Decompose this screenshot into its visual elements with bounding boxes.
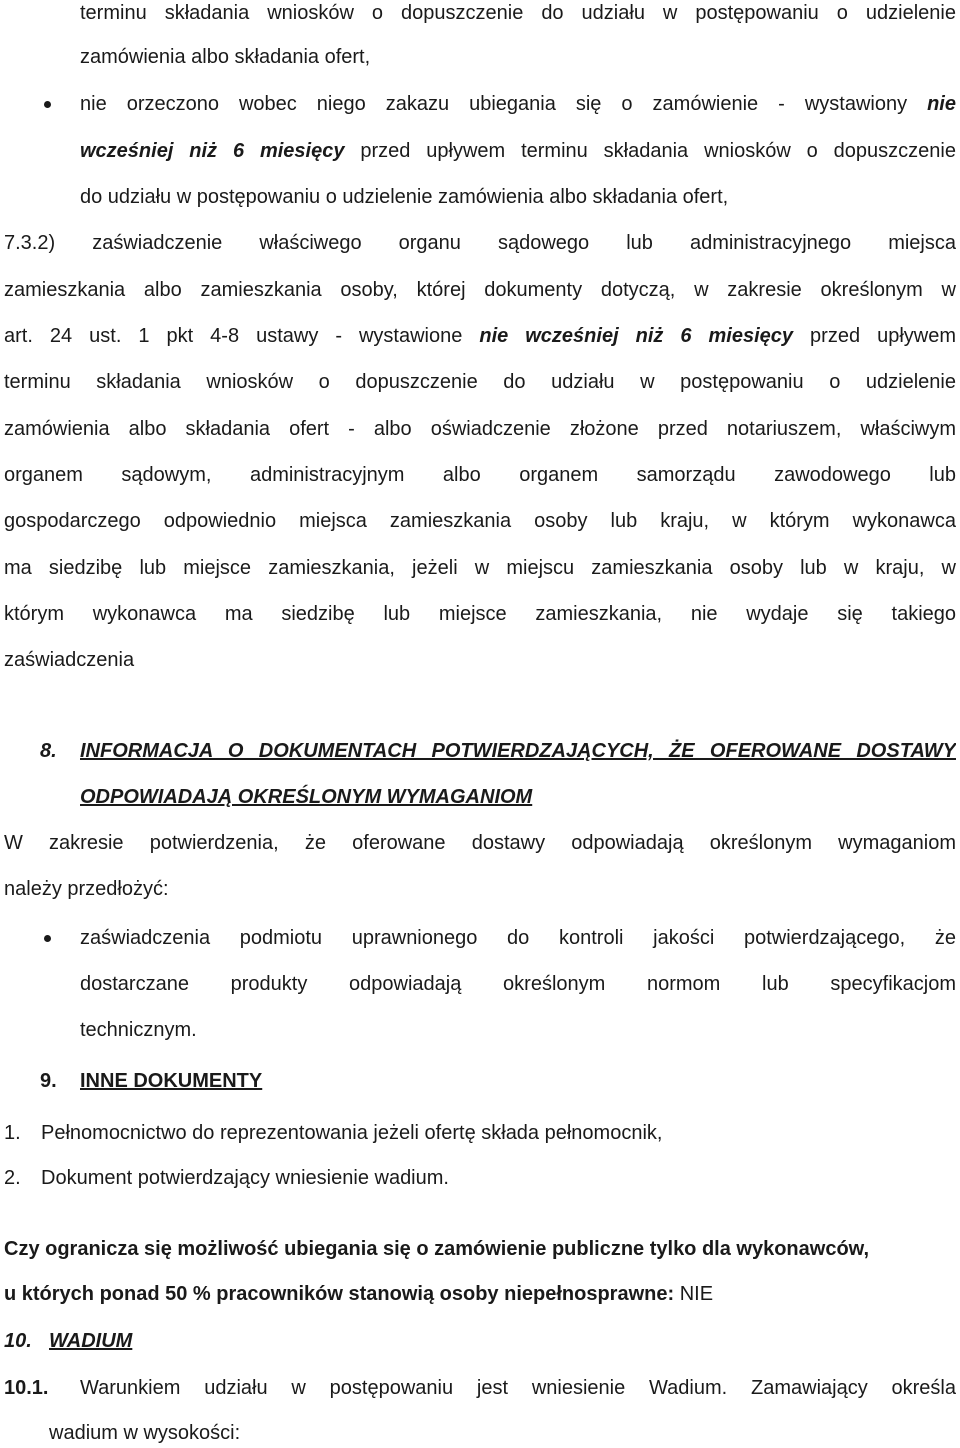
text-span: art. 24 ust. 1 pkt 4-8 ustawy - wystawione [4,325,480,347]
emphasis-text: nie [927,93,956,115]
text-line: wadium w wysokości: [49,1422,241,1444]
text-line: do udziału w postępowaniu o udzielenie zamówienia albo składania ofert, [80,186,729,208]
section-title: INNE DOKUMENTY [80,1070,263,1092]
text-line: technicznym. [80,1019,197,1041]
text-line [4,323,956,349]
section-title: INFORMACJA O DOKUMENTACH POTWIERDZAJĄCYCH, ŻE OFEROWANE DOSTAWY [80,740,956,762]
question-text: Czy ogranicza się możliwość ubiegania się o zamówienie publiczne tylko dla wykonawców, [4,1238,870,1260]
text-line: zamówienia albo składania ofert, [80,46,371,68]
text-line: należy przedłożyć: [4,878,169,900]
bullet-icon [44,935,51,942]
section-number: 8. [40,740,57,762]
answer-value: NIE [674,1283,714,1305]
question-line [4,1281,960,1307]
text-span: przed upływem [793,325,956,347]
section-number: 9. [40,1070,57,1092]
section-number: 10. [4,1330,32,1352]
section-title: ODPOWIADAJĄ OKREŚLONYM WYMAGANIOM [80,786,533,808]
text-line: zamieszkania albo zamieszkania osoby, której dokumenty dotyczą, w zakresie określonym w [4,279,956,301]
section-title: WADIUM [49,1330,133,1352]
text-line: zaświadczenia [4,649,135,671]
list-number: 1. [4,1122,21,1144]
text-line: W zakresie potwierdzenia, że oferowane dostawy odpowiadają określonym wymaganiom [4,832,956,854]
text-span: przed upływem terminu składania wniosków o dopuszczenie [344,140,956,162]
emphasis-text: wcześniej niż 6 miesięcy [80,140,345,162]
subsection-number: 10.1. [4,1377,49,1399]
text-line [80,91,956,117]
text-line: którym wykonawca ma siedzibę lub miejsce zamieszkania, nie wydaje się takiego [4,603,956,625]
text-line: ma siedzibę lub miejsce zamieszkania, jeżeli w miejscu zamieszkania osoby lub w kraju, w [4,557,956,579]
list-item: Dokument potwierdzający wniesienie wadium. [41,1167,449,1189]
text-line: terminu składania wniosków o dopuszczenie do udziału w postępowaniu o udzielenie [80,2,956,24]
list-item: Pełnomocnictwo do reprezentowania jeżeli ofertę składa pełnomocnik, [41,1122,663,1144]
text-span: nie orzeczono wobec niego zakazu ubiegania się o zamówienie - wystawiony [80,93,928,115]
emphasis-text: nie wcześniej niż 6 miesięcy [479,325,794,347]
text-line [80,138,956,164]
text-line: Warunkiem udziału w postępowaniu jest wniesienie Wadium. Zamawiający określa [80,1377,956,1399]
text-line: zamówienia albo składania ofert - albo oświadczenie złożone przed notariuszem, właściwym [4,418,956,440]
bullet-icon [44,101,51,108]
text-line: terminu składania wniosków o dopuszczenie do udziału w postępowaniu o udzielenie [4,371,956,393]
text-line: dostarczane produkty odpowiadają określonym normom lub specyfikacjom [80,973,956,995]
text-line: 7.3.2) zaświadczenie właściwego organu sądowego lub administracyjnego miejsca [4,232,956,254]
text-line: organem sądowym, administracyjnym albo organem samorządu zawodowego lub [4,464,956,486]
text-line: zaświadczenia podmiotu uprawnionego do kontroli jakości potwierdzającego, że [80,927,956,949]
question-text: u których ponad 50 % pracowników stanowią osoby niepełnosprawne: [4,1283,675,1305]
list-number: 2. [4,1167,21,1189]
text-line: gospodarczego odpowiednio miejsca zamieszkania osoby lub kraju, w którym wykonawca [4,510,956,532]
